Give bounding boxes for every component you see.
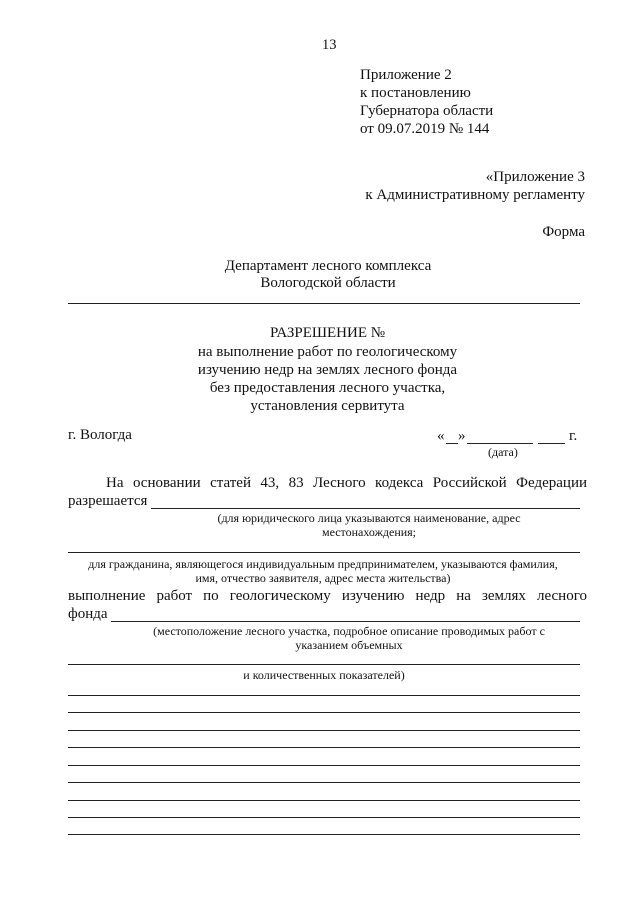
applicant-blank-1 <box>151 508 580 509</box>
hint-individual-line-2: имя, отчество заявителя, адрес места жительства) <box>195 571 451 585</box>
location-blank-1 <box>111 621 580 622</box>
date-caption: (дата) <box>488 445 518 459</box>
appendix3-line-1: «Приложение 3 <box>485 169 585 185</box>
basis-word: Лесного <box>313 475 366 491</box>
date-day-blank <box>446 443 458 444</box>
permit-title-line-4: установления сервитута <box>250 398 405 414</box>
work-word: лесного <box>537 588 587 604</box>
appendix-line-2: к постановлению <box>360 85 471 101</box>
date-open-quote: « <box>437 428 445 444</box>
permitted-label: разрешается <box>68 493 148 509</box>
blank-line <box>68 800 580 801</box>
basis-line <box>106 476 587 491</box>
applicant-blank-2 <box>68 552 580 553</box>
department-underline <box>68 303 580 304</box>
hint-individual-line-1: для гражданина, являющегося индивидуальным предпринимателем, указываются фамилия, <box>88 557 558 571</box>
appendix-line-1: Приложение 2 <box>360 67 452 83</box>
basis-word: На <box>106 475 124 491</box>
work-word: изучению <box>341 588 405 604</box>
appendix-line-4: от 09.07.2019 № 144 <box>360 121 490 137</box>
date-year-suffix: г. <box>569 428 578 444</box>
permit-title-line-3: без предоставления лесного участка, <box>209 380 446 396</box>
date-year-blank <box>538 443 565 444</box>
place-label: г. Вологда <box>68 427 132 443</box>
basis-word: 83 <box>288 475 304 491</box>
department-line-1: Департамент лесного комплекса <box>224 258 432 274</box>
work-word: недр <box>415 588 446 604</box>
work-line <box>68 589 587 604</box>
blank-line <box>68 730 580 731</box>
blank-line <box>68 712 580 713</box>
basis-word: Российской <box>432 475 507 491</box>
work-word: по <box>203 588 219 604</box>
basis-word: Федерации <box>516 475 587 491</box>
work-word: работ <box>156 588 193 604</box>
appendix-line-3: Губернатора области <box>360 103 494 119</box>
hint-location-line-3: и количественных показателей) <box>243 668 405 682</box>
blank-line <box>68 695 580 696</box>
permit-title-line-1: на выполнение работ по геологическому <box>197 344 458 360</box>
permit-title-line-2: изучению недр на землях лесного фонда <box>197 362 458 378</box>
work-word: выполнение <box>68 588 146 604</box>
basis-word: кодекса <box>375 475 424 491</box>
basis-word: 43, <box>260 475 280 491</box>
department-line-2: Вологодской области <box>260 275 396 291</box>
location-blank-2 <box>68 664 580 665</box>
form-label: Форма <box>542 224 585 240</box>
date-month-blank <box>467 443 533 444</box>
blank-line <box>68 817 580 818</box>
date-close-quote: » <box>458 428 466 444</box>
work-word: землях <box>481 588 526 604</box>
basis-word: статей <box>210 475 251 491</box>
blank-line <box>68 747 580 748</box>
hint-legal-line-2: местонахождения; <box>321 525 417 539</box>
basis-word: основании <box>132 475 201 491</box>
work-word: на <box>456 588 471 604</box>
appendix3-line-2: к Административному регламенту <box>365 187 585 203</box>
blank-line <box>68 765 580 766</box>
work-word: геологическому <box>229 588 331 604</box>
permit-heading: РАЗРЕШЕНИЕ № <box>269 325 386 341</box>
blank-line <box>68 834 580 835</box>
hint-location-line-2: указанием объемных <box>295 638 403 652</box>
page-number: 13 <box>322 37 337 53</box>
hint-location-line-1: (местоположение лесного участка, подробное описание проводимых работ с <box>153 624 545 638</box>
blank-line <box>68 782 580 783</box>
fund-label: фонда <box>68 606 108 622</box>
hint-legal-line-1: (для юридического лица указываются наименование, адрес <box>217 511 521 525</box>
